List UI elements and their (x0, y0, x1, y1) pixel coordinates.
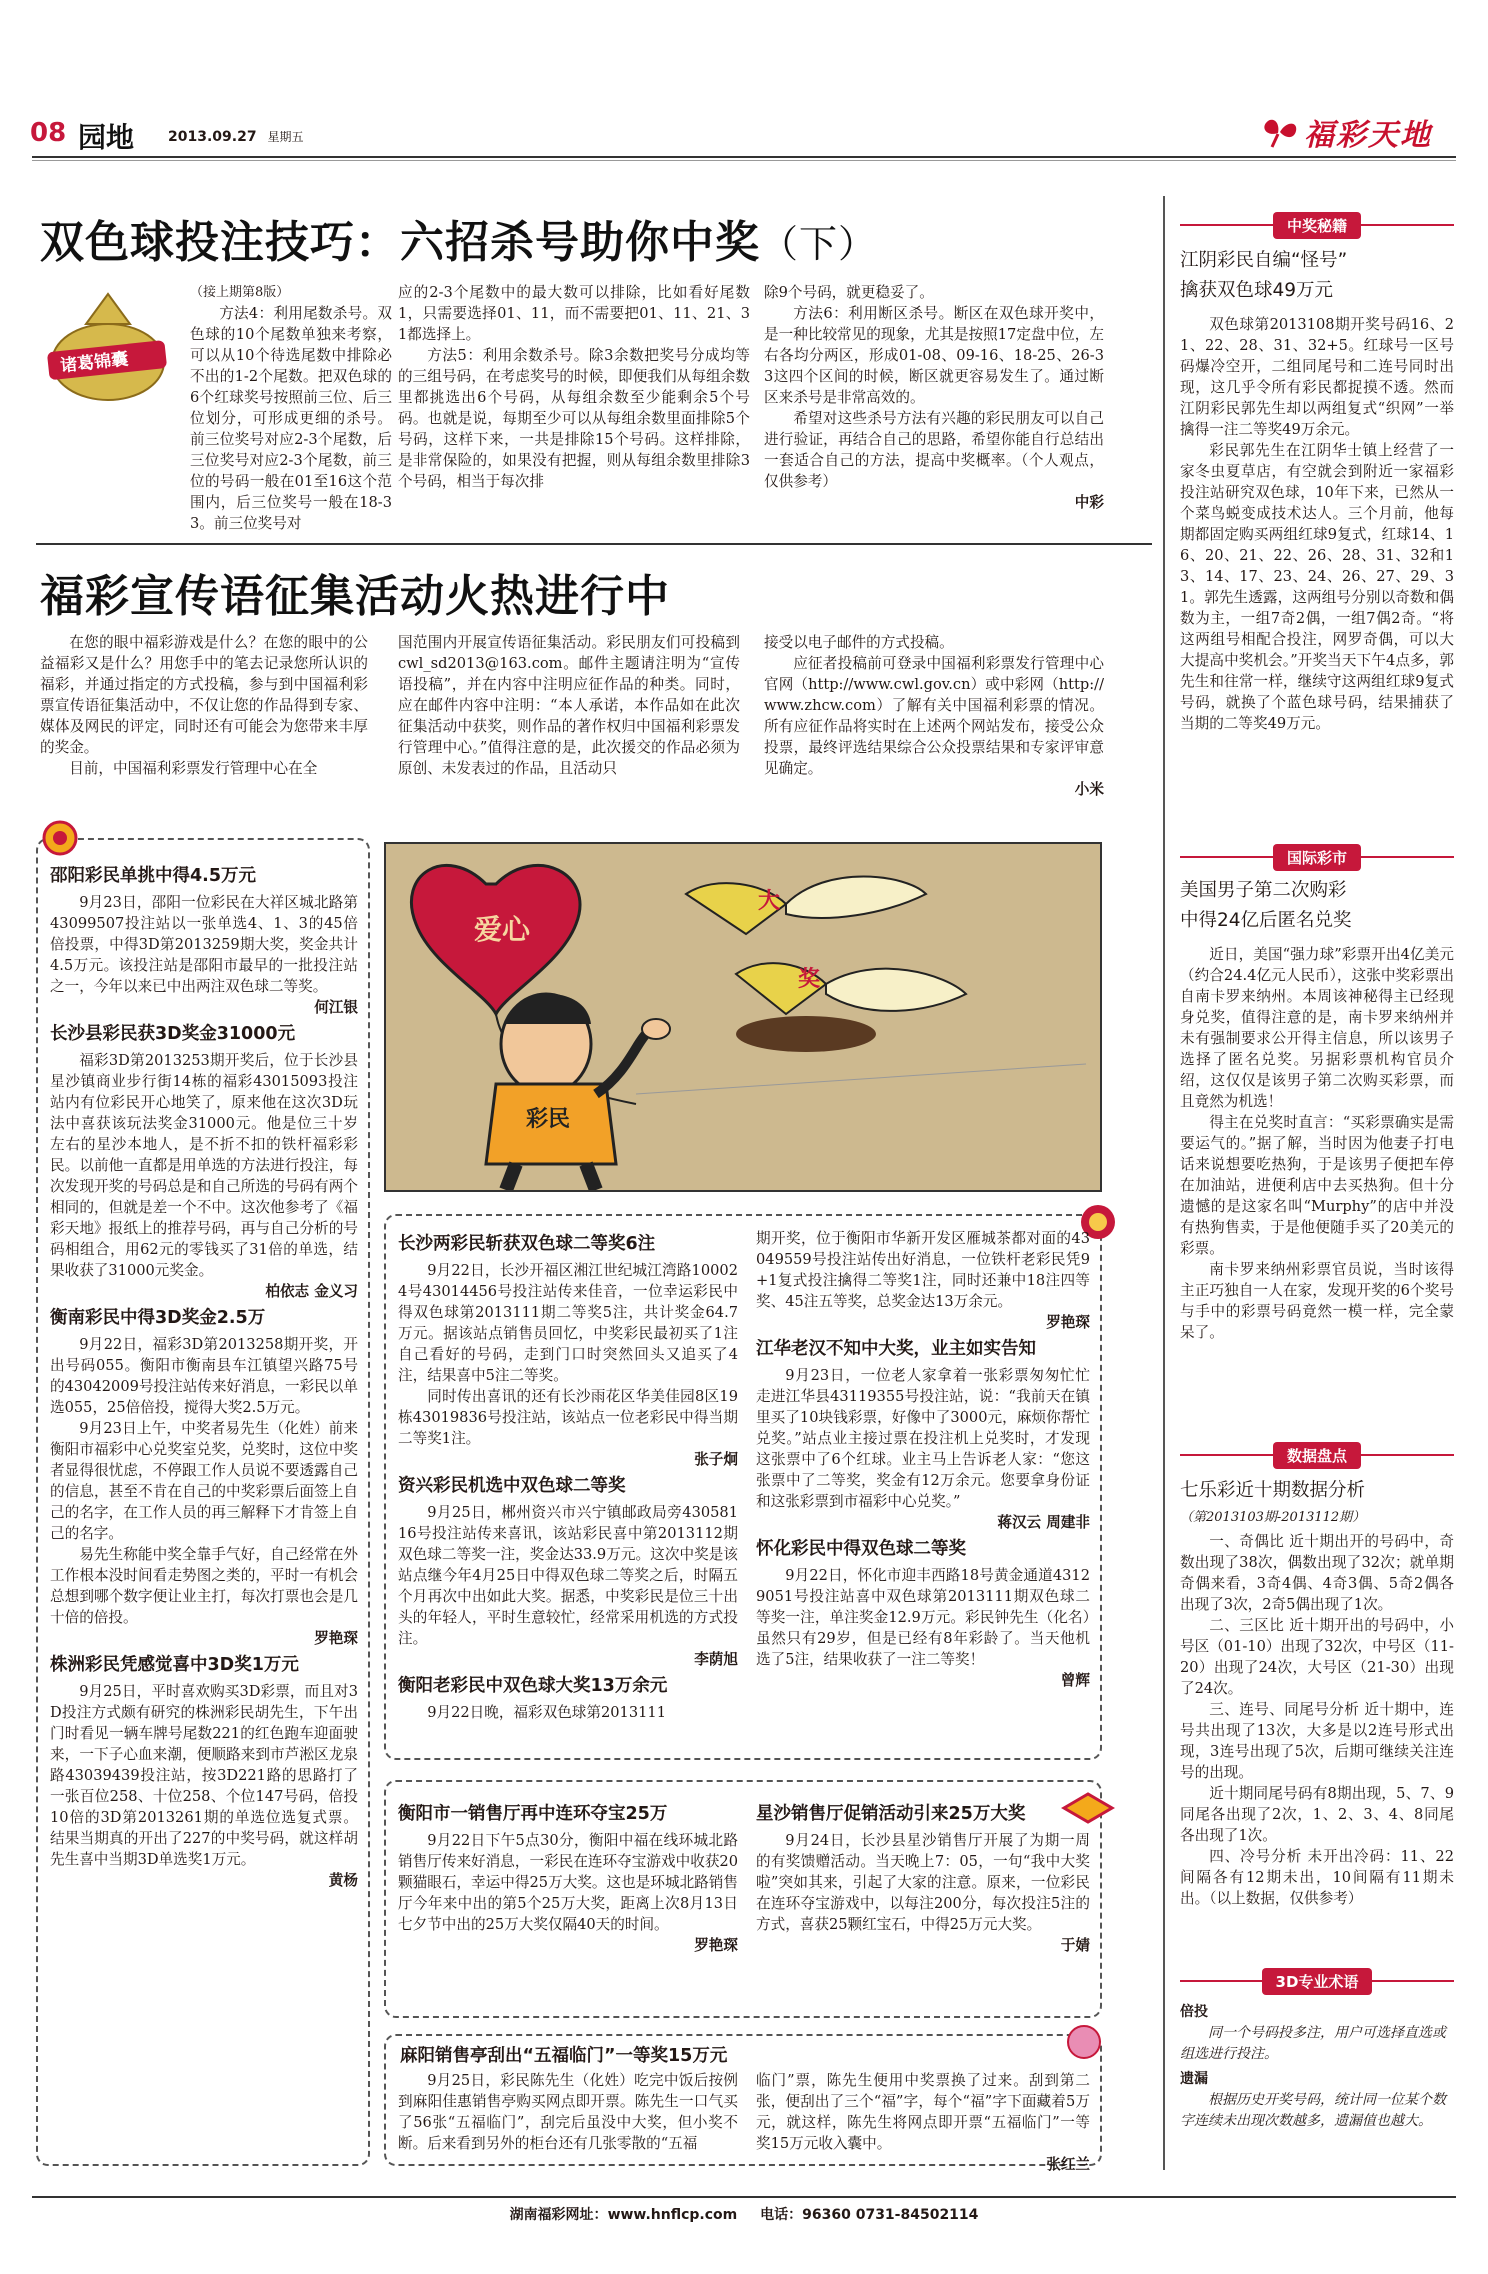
ribbon-badge-icon (40, 818, 86, 858)
sidebar-tag-winning-tips: 中奖秘籍 (1180, 210, 1454, 240)
story-title-huaihua: 怀化彩民中得双色球二等奖 (756, 1539, 966, 1559)
issue-date: 2013.09.27 星期五 (168, 129, 304, 145)
brand-logo: 福彩天地 (1258, 110, 1432, 154)
money-bag-icon: 诸葛锦囊 (38, 284, 178, 404)
story-title-shaoyang: 邵阳彩民单挑中得4.5万元 (50, 866, 257, 886)
article1-column-3: 除9个号码，就更稳妥了。 方法6：利用断区杀号。断区在双色球开奖中，是一种比较常见的现象，尤其是按照17定盘中位，左右各均分两区，形成01-08、09-16、18-25、26-33这四个区间的时候，断区就更容易发生了。通过断区来杀号是非常高效的。 希望对这些杀号方法有兴趣的彩民朋友可以自己进行验证，再结合自己的思路，希望你能自行总结出一套适合自己的方法，提高中奖概率。（个人观点，仅供参考） 中彩 (764, 284, 1104, 511)
page-number: 08 (30, 118, 67, 148)
shirt-label: 彩民 (526, 1107, 571, 1132)
story-title-hengyang-hall: 衡阳市一销售厅再中连环夺宝25万 (398, 1804, 668, 1824)
mid-box-2-col-2: 星沙销售厅促销活动引来25万大奖 9月24日，长沙县星沙销售厅开展了为期一周的有奖馈赠活动。当天晚上7：05，一句“我中大奖啦”突如其来，引起了大家的注意。原来，一位彩民在连环夺宝游戏中，以每注200分，每次投注5注的方式，喜获25颗红宝石，中得25万元大奖。 于婧 (756, 1798, 1090, 1956)
article1-column-2: 应的2-3个尾数中的最大数可以排除，比如看好尾数1，只需要选择01、11，而不需要把01、11、21、31都选择上。 方法5：利用余数杀号。除3余数把奖号分成均等的三组号码，在考虑奖号的时候，即便我们从每组余数里都挑选出6个号码，从每组余数至少能剩余5个号码。也就是说，每期至少可以从每组余数里面排除5个号码，这样下来，一共是排除15个号码。这样排除，是非常保险的，如果没有把握，则从每组余数里排除3个号码，相当于每次排 (398, 284, 750, 490)
heart-label: 爱心 (474, 913, 531, 946)
sidebar-section-4: 倍投 同一个号码投多注，用户可选择直选或组选进行投注。 遗漏 根据历史开奖号码，统计同一位某个数字连续未出现次数越多，遗漏值也越大。 (1180, 2004, 1446, 2129)
sidebar-section-3: 七乐彩近十期数据分析 （第2013103期-2013112期） 一、奇偶比 近十期出开的号码中，奇数出现了38次，偶数出现了32次；就单期奇偶来看，3奇4偶、4奇3偶、5奇2偶各出现了3次，2奇5偶出现了1次。 二、三区比 近十期开出的号码中，小号区（01-10）出现了32次，中号区（11-20）出现了24次，大号区（21-30）出现了24次。 三、连号、同尾号分析 近十期中，连号共出现了13次，大多是以2连号形式出现，3连号出现了5次，后期可继续关注连号的出现。 近十期同尾号码有8期出现，5、7、9同尾各出现了2次，1、2、3、4、8同尾各出现了1次。 四、冷号分析 未开出冷码：11、22间隔各有12期未出，10间隔有11期未出。（以上数据，仅供参考） (1180, 1480, 1454, 1907)
story-title-hengnan: 衡南彩民中得3D奖金2.5万 (50, 1308, 266, 1328)
story-title-zhuzhou: 株洲彩民凭感觉喜中3D奖1万元 (50, 1655, 299, 1675)
mid-box-1-col-1: 长沙两彩民斩获双色球二等奖6注 9月22日，长沙开福区湘江世纪城江湾路100024号43014456号投注站传来佳音，一位幸运彩民中得双色球第2013111期二等奖5注，共计奖金64.7万元。据该站点销售员回忆，中奖彩民最初买了1注自己看好的号码，走到门口时突然回头又追买了4注，结果喜中5注二等奖。 同时传出喜讯的还有长沙雨花区华美佳园8区19栋43019836号投注站，该站点一位老彩民中得当期二等奖1注。 张子炯 资兴彩民机选中双色球二等奖 9月25日，郴州资兴市兴宁镇邮政局旁43058116号投注站传来喜讯，该站彩民喜中第2013112期双色球二等奖一注，奖金达33.9万元。这次中奖是该站点继今年4月25日中得双色球二等奖之后，时隔五个月再次中出如此大奖。据悉，中奖彩民是位三十出头的年轻人，平时生意较忙，经常采用机选的方式投注。 李荫旭 衡阳老彩民中双色球大奖13万余元 9月22日晚，福彩双色球第2013111 (398, 1228, 738, 1723)
story-title-hengyang-old: 衡阳老彩民中双色球大奖13万余元 (398, 1676, 668, 1696)
story-title-zixing: 资兴彩民机选中双色球二等奖 (398, 1476, 626, 1496)
left-box-content: 邵阳彩民单挑中得4.5万元 9月23日，邵阳一位彩民在大祥区城北路第43099507投注站以一张单选4、1、3的45倍倍投票，中得3D第2013259期大奖，奖金共计4.5万元。该投注站是邵阳市最早的一批投注站之一，今年以来已中出两注双色球二等奖。 何江银 长沙县彩民获3D奖金31000元 福彩3D第2013253期开奖后，位于长沙县星沙镇商业步行街14栋的福彩43015093投注站内有位彩民开心地笑了，原来他在这次3D玩法中喜获该玩法奖金31000元。他是位三十岁左右的星沙本地人，是不折不扣的铁杆福彩彩民。以前他一直都是用单选的方法进行投注，每次发现开奖的号码总是和自己所选的号码有两个相同的，但就是差一个不中。这次他参考了《福彩天地》报纸上的推荐号码，再与自己分析的号码相组合，用62元的零钱买了31倍的单选，结果收获了31000元奖金。 柏依志 金义习 衡南彩民中得3D奖金2.5万 9月22日，福彩3D第2013258期开奖，开出号码055。衡阳市衡南县车江镇望兴路75号的43042009号投注站传来好消息，一彩民以单选055，25倍倍投，搅得大奖2.5万元。 9月23日上午，中奖者易先生（化姓）前来衡阳市福彩中心兑奖室兑奖，兑奖时，这位中奖者显得很忧虑，不停跟工作人员说不要透露自己的信息，甚至不肯在自己的中奖彩票后面签上自己的名字，在工作人员的再三解释下才肯签上自己的名字。 易先生称能中奖全靠手气好，自己经常在外工作根本没时间看走势图之类的，平时一有机会总想到哪个数字便让业主打，每次打票也会是几十倍的倍投。 罗艳琛 株洲彩民凭感觉喜中3D奖1万元 9月25日，平时喜欢购买3D彩票，而且对3D投注方式颇有研究的株洲彩民胡先生，下午出门时看见一辆车牌号尾数221的红色跑车迎面驶来，一下子心血来潮，便顺路来到市芦淞区龙泉路43039439投注站，按3D221路的思路打了一张百位258、十位258、个位147号码，倍投10倍的3D第2013261期的单选位选复式票。结果当期真的开出了227的中奖号码，就这样胡先生喜中当期3D单选奖1万元。 黄杨 (50, 860, 358, 1891)
story-title-xingsha-hall: 星沙销售厅促销活动引来25万大奖 (756, 1804, 1026, 1824)
article1-column-1: （接上期第8版） 方法4：利用尾数杀号。双色球的10个尾数单独来考察，可以从10个待选尾数中排除必不出的1-2个尾数。把双色球的6个红球奖号按照前三位、后三位划分，可形成更细的杀号。前三位奖号对应2-3个尾数，后三位奖号对应2-3个尾数，前三位的号码一般在01至16这个范围内，后三位奖号一般在18-33。前三位奖号对 (190, 285, 392, 532)
wing-label-1: 大 (758, 888, 781, 914)
sidebar-tag-data: 数据盘点 (1180, 1440, 1454, 1470)
section-name: 园地 (78, 121, 135, 154)
footer-phone: 96360 0731-84502114 (802, 2207, 979, 2223)
sidebar-section-1: 江阴彩民自编“怪号” 擒获双色球49万元 双色球第2013108期开奖号码16、21、22、28、31、32+5。红球号一区号码爆冷空开，二组同尾号和二连号同时出现，这几乎令所有彩民都捉摸不透。然而江阴彩民郭先生却以两组复式“织网”一举擒得一注二等奖49万余元。 彩民郭先生在江阴华士镇上经营了一家冬虫夏草店，有空就会到附近一家福彩投注站研究双色球，10年下来，已然从一个菜鸟蜕变成技术达人。三个月前，他每期都固定购买两组红球9复式，红球14、16、20、21、22、26、28、31、32和13、14、17、23、24、26、27、29、31。郭先生透露，这两组号分别以奇数和偶数为主，一组7奇2偶，一组7偶2奇。“将这两组号相配合投注，网罗奇偶，可以大大提高中奖机会。”开奖当天下午4点多，郭先生和往常一样，继续守这两组红球9复式号码，就换了个蓝色球号码，结果捕获了当期的二等奖49万元。 (1180, 250, 1454, 732)
headline-article2: 福彩宣传语征集活动火热进行中 (40, 571, 670, 622)
sidebar-tag-international: 国际彩市 (1180, 842, 1454, 872)
ribbon-badge-icon (1060, 2022, 1108, 2062)
mid-box-3-col-2: 临门”票，陈先生便用中奖票换了过来。刮到第二张，便刮出了三个“福”字，每个“福”字下面藏着5万元，就这样，陈先生将网点即开票“五福临门”一等奖15万元收入囊中。 张红兰 (756, 2072, 1090, 2173)
wing-label-2: 奖 (798, 966, 821, 992)
mid-box-2-col-1: 衡阳市一销售厅再中连环夺宝25万 9月22日下午5点30分，衡阳中福在线环城北路销售厅传来好消息，一彩民在连环夺宝游戏中收获20颗猫眼石，幸运中得25万大奖。这也是环城北路销售厅今年来中出的第5个25万大奖，距离上次8月13日七夕节中出的25万大奖仅隔40天的时间。 罗艳琛 (398, 1798, 738, 1956)
article2-column-2: 国范围内开展宣传语征集活动。彩民朋友们可投稿到cwl_sd2013@163.com。邮件主题请注明为“宣传语投稿”，并在内容中注明应征作品的种类。同时，应在邮件内容中注明：“本人承诺，本作品如在此次征集活动中获奖，则作品的著作权归中国福利彩票发行管理中心。”值得注意的是，此次援交的作品必须为原创、未发表过的作品，且活动只 (398, 634, 740, 777)
footer: 湖南福彩网址：www.hnflcp.com 电话：96360 0731-84502114 (509, 2207, 979, 2223)
story-title-changsha: 长沙两彩民斩获双色球二等奖6注 (398, 1234, 656, 1254)
cartoon-illustration (384, 842, 1102, 1192)
mid-box-1-col-2: 期开奖，位于衡阳市华新开发区雁城茶都对面的43049559号投注站传出好消息，一位铁杆老彩民凭9+1复式投注擒得二等奖1注，同时还兼中18注四等奖、45注五等奖，总奖金达13万余元。 罗艳琛 江华老汉不知中大奖，业主如实告知 9月23日，一位老人家拿着一张彩票匆匆忙忙走进江华县43119355号投注站，说：“我前天在镇里买了10块钱彩票，好像中了3000元，麻烦你帮忙兑奖。”站点业主接过票在投注机上兑奖时，才发现这张票中了6个红球。业主马上告诉老人家：“您这张票中了二等奖，奖金有12万余元。您要拿身份证和这张彩票到市福彩中心兑奖。” 蒋汉云 周建非 怀化彩民中得双色球二等奖 9月22日，怀化市迎丰西路18号黄金通道43129051号投注站喜中双色球第2013111期双色球二等奖一注，单注奖金12.9万元。彩民钟先生（化名）虽然只有29岁，但是已经有8年彩龄了。当天他机选了5注，结果收获了一注二等奖！ 曾辉 (756, 1230, 1090, 1689)
mid-box-3-col-1: 9月25日，彩民陈先生（化姓）吃完中饭后按例到麻阳佳惠销售亭购买网点即开票。陈先生一口气买了56张“五福临门”，刮完后虽没中大奖，但小奖不断。后来看到另外的柜台还有几张零散的“五福 (398, 2072, 738, 2152)
story-title-mayang: 麻阳销售亭刮出“五福临门”一等奖15万元 (400, 2046, 728, 2066)
article1-author: 中彩 (1074, 494, 1104, 511)
footer-url: www.hnflcp.com (607, 2207, 738, 2223)
article2-column-3: 接受以电子邮件的方式投稿。 应征者投稿前可登录中国福利彩票发行管理中心官网（http://www.cwl.gov.cn）或中彩网（http://www.zhcw.com）了解有关中国福利彩票的情况。所有应征作品将实时在上述两个网站发布，接受公众投票，最终评选结果综合公众投票结果和专家评审意见确定。 小米 (764, 634, 1104, 798)
story-title-jianghua: 江华老汉不知中大奖，业主如实告知 (756, 1339, 1036, 1359)
clover-logo-icon (1258, 115, 1300, 149)
article2-author: 小米 (1074, 781, 1104, 798)
story-title-changsha-county: 长沙县彩民获3D奖金31000元 (50, 1024, 296, 1044)
article2-column-1: 在您的眼中福彩游戏是什么？在您的眼中的公益福彩又是什么？用您手中的笔去记录您所认识的福彩，并通过指定的方式投稿，参与到中国福利彩票宣传语征集活动中，不仅让您的作品得到专家、媒体及网民的评定，同时还有可能会为您带来丰厚的奖金。 目前，中国福利彩票发行管理中心在全 (40, 634, 368, 777)
headline-article1: 双色球投注技巧：六招杀号助你中奖（下） (40, 217, 878, 268)
sidebar-section-2: 美国男子第二次购彩 中得24亿后匿名兑奖 近日，美国“强力球”彩票开出4亿美元（约合24.4亿元人民币），这张中奖彩票出自南卡罗来纳州。本周该神秘得主已经现身兑奖，值得注意的是，南卡罗来纳州并未有强制要求公开得主信息，所以该男子选择了匿名兑奖。另据彩票机构官员介绍，这仅仅是该男子第二次购买彩票，而且竟然为机选！ 得主在兑奖时直言：“买彩票确实是需要运气的。”据了解，当时因为他妻子打电话来说想要吃热狗，于是该男子便把车停在加油站，进便利店中去买热狗。但十分遗憾的是这家名叫“Murphy”的店中并没有热狗售卖，于是他便随手买了20美元的彩票。 南卡罗来纳州彩票官员说，当时该得主正巧独自一人在家，发现开奖的6个奖号与手中的彩票号码竟然一模一样，完全蒙呆了。 (1180, 880, 1454, 1341)
sidebar-tag-3d-terms: 3D专业术语 (1180, 1966, 1454, 1996)
